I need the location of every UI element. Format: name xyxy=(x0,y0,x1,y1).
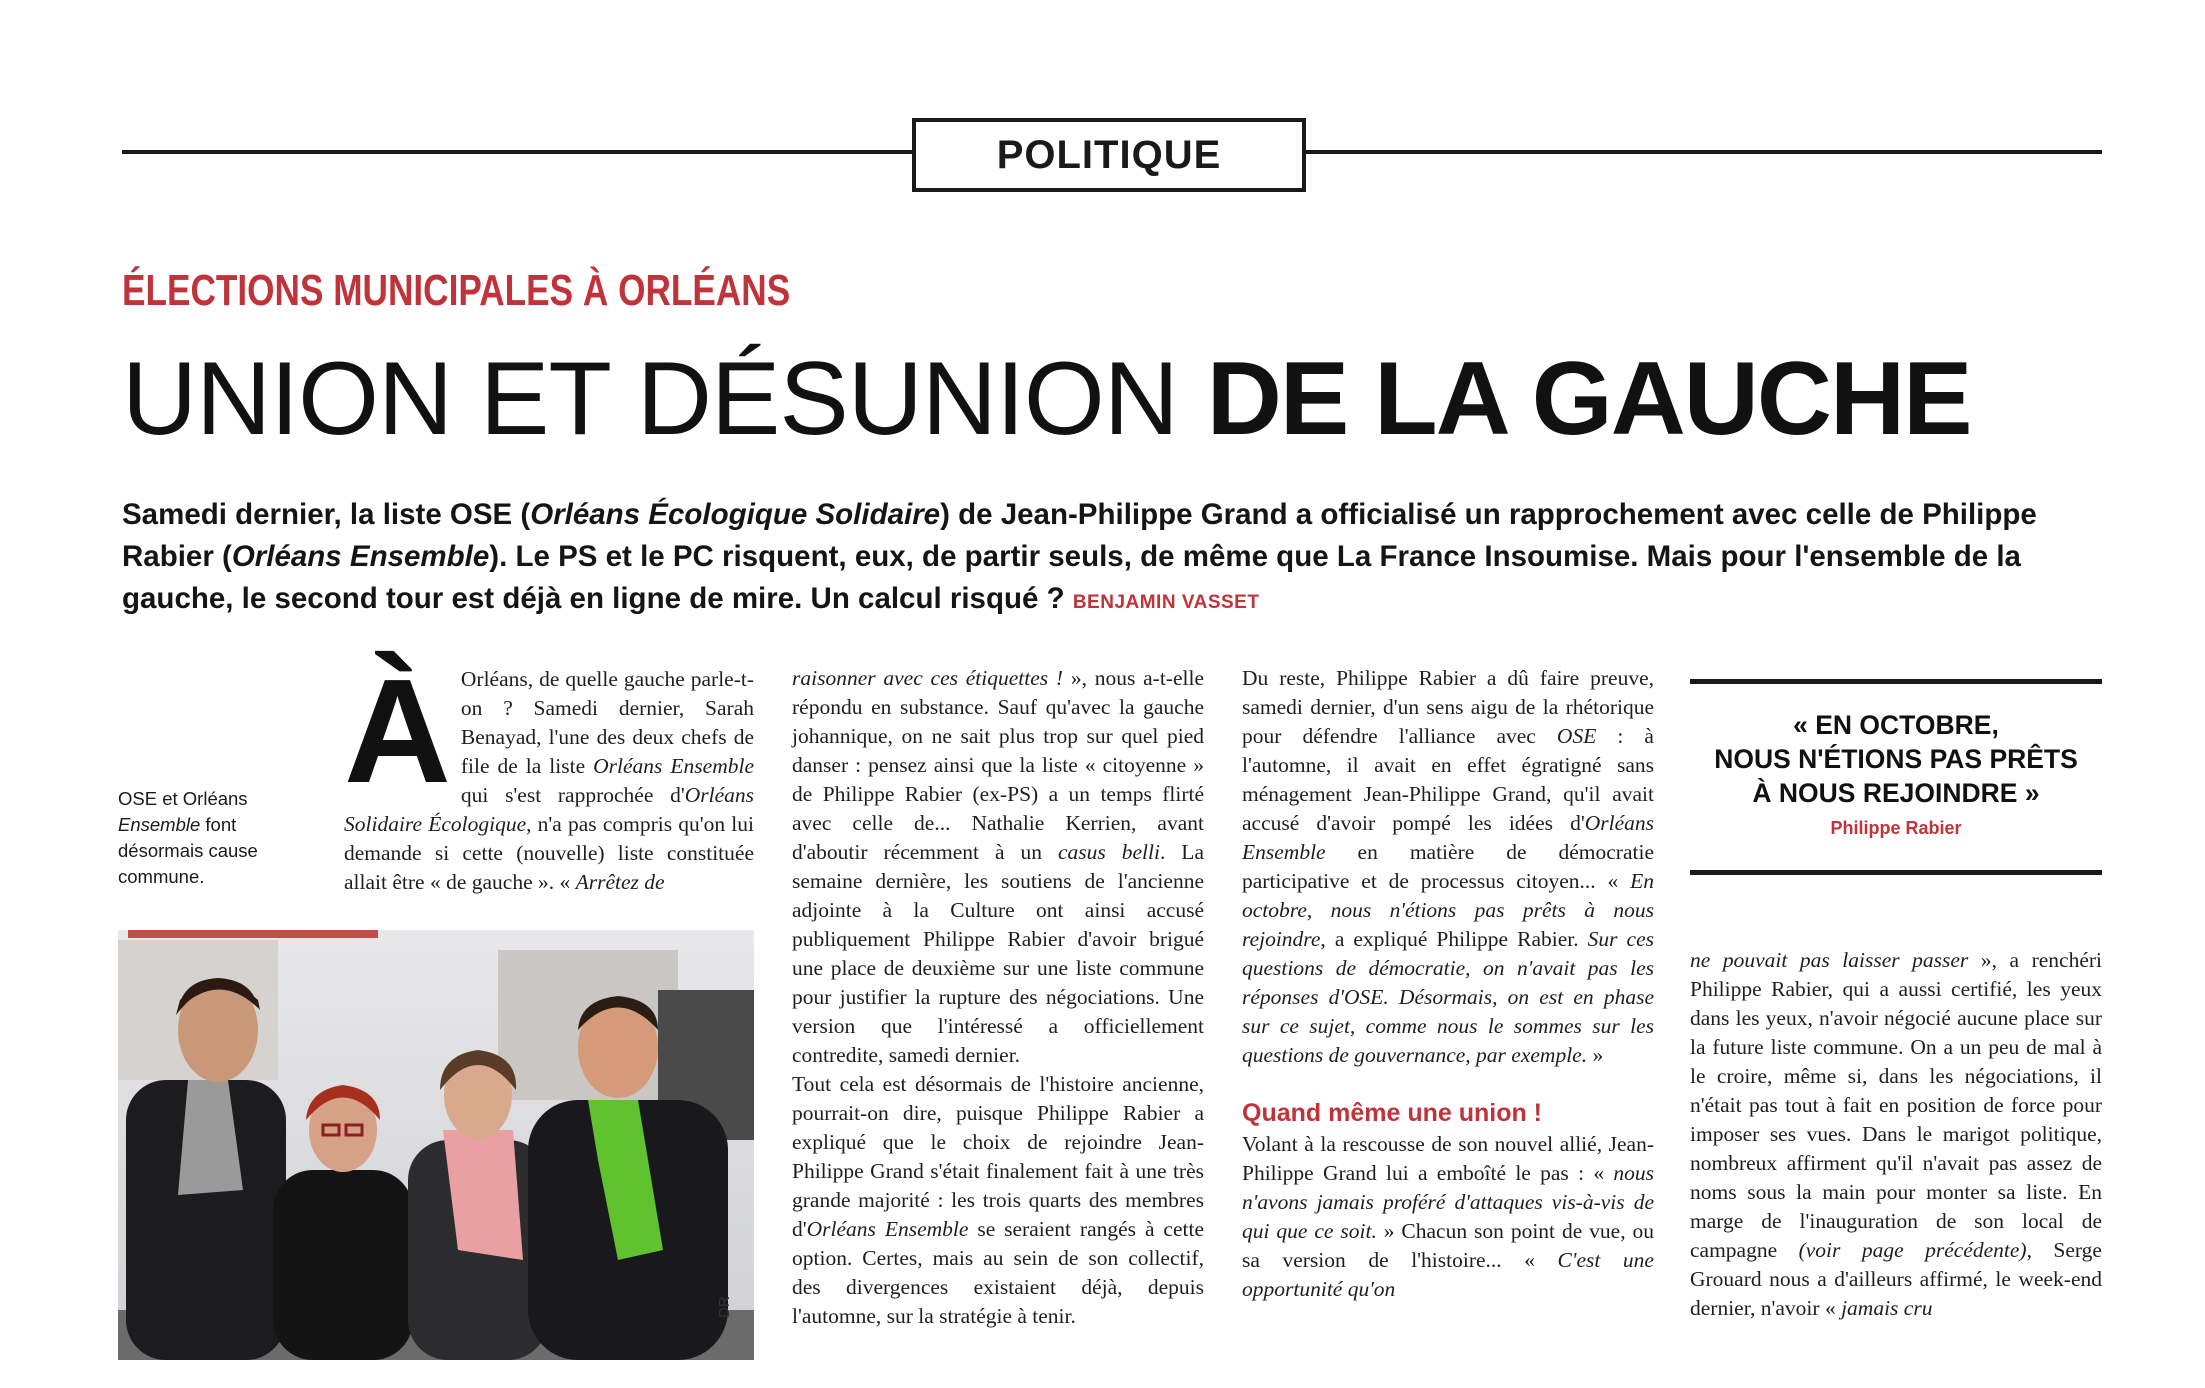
photo-credit: DR xyxy=(716,1296,733,1318)
pullquote-line-1: « EN OCTOBRE, xyxy=(1793,710,1999,740)
col2-text-2: . La semaine dernière, les soutiens de l'ancienne adjointe à la Culture ont ainsi accusé publiquement Philippe Rabier d'avoir brigué une place de deuxième sur une liste commune pour justifier la rupture des négociations. Une version que l'intéressé a officiellement contredite, samedi dernier. xyxy=(792,840,1204,1067)
col2-em-3: Orléans Ensemble xyxy=(806,1217,969,1241)
pullquote-rule-top xyxy=(1690,679,2102,684)
pullquote-rule-bottom xyxy=(1690,870,2102,875)
pullquote-line-3: À NOUS REJOINDRE » xyxy=(1752,778,2040,808)
article-photo xyxy=(118,930,754,1360)
col2-paragraph-1 xyxy=(792,664,1204,1070)
caption-em: Ensemble xyxy=(118,814,201,835)
col3-em-3: En octobre, nous n'étions pas prêts à nous rejoindre xyxy=(1242,869,1654,951)
col4-em-2: (voir page précédente) xyxy=(1798,1238,2027,1262)
col3-text-3: en matière de démocratie participative et de processus citoyen... « xyxy=(1242,840,1654,893)
col3-em-2: Orléans Ensemble xyxy=(1242,811,1654,864)
col3-paragraph-1 xyxy=(1242,664,1654,1070)
col2-em-2: casus belli xyxy=(1057,840,1160,864)
col2-text-1: », nous a-t-elle répondu en substance. Sauf qu'avec la gauche johannique, on ne sait plus trop sur quel pied danser : pensez ainsi que la liste « citoyenne » de Philippe Rabier (ex-PS) a un temps flirté avec celle de... Nathalie Kerrien, avant d'aboutir récemment à un xyxy=(792,666,1204,864)
pullquote-line-2: NOUS N'ÉTIONS PAS PRÊTS xyxy=(1714,744,2078,774)
pullquote-author: Philippe Rabier xyxy=(1830,818,1962,838)
column-3 xyxy=(1242,664,1654,1304)
photo-caption xyxy=(118,786,318,890)
col1-text-2: qui s'est rapprochée d' xyxy=(460,783,685,807)
col1-em-3: Arrêtez de xyxy=(575,870,665,894)
lede-part-2: ) de Jean-Philippe Grand a officialisé un rapprochement avec celle de Philippe Rabier ( xyxy=(122,498,2037,573)
col3-paragraph-2 xyxy=(1242,1130,1654,1304)
col3-em-1: OSE xyxy=(1556,724,1597,748)
lede-em-2: Orléans Ensemble xyxy=(231,540,490,573)
caption-part-2: font désormais cause commune. xyxy=(118,814,258,887)
group-photo-illustration xyxy=(118,930,754,1360)
col1-em-1: Orléans Ensemble xyxy=(593,754,754,778)
col3-text-1: Du reste, Philippe Rabier a dû faire preuve, samedi dernier, d'un sens aigu de la rhétorique pour défendre l'alliance avec xyxy=(1242,666,1654,748)
col2-em-1: raisonner avec ces étiquettes ! xyxy=(792,666,1064,690)
caption-part-1: OSE et Orléans xyxy=(118,788,248,809)
lede-em-1: Orléans Écologique Solidaire xyxy=(530,498,941,531)
dropcap: À xyxy=(344,649,451,814)
col3-em-5: nous n'avons jamais proféré d'attaques vis-à-vis de qui que ce soit. xyxy=(1242,1161,1654,1243)
col3-text-5: » xyxy=(1587,1043,1604,1067)
subhead: Quand même une union ! xyxy=(1242,1099,1543,1127)
col1-text-3: , n'a pas compris qu'on lui demande si cette (nouvelle) liste constituée allait être « de gauche ». « xyxy=(344,812,754,894)
col3-text-2: : à l'automne, il avait en effet égratigné sans ménagement Jean-Philippe Grand, qu'il avait accusé d'avoir pompé les idées d' xyxy=(1242,724,1654,835)
col2-text-4: se seraient rangés à cette option. Certes, mais au sein de son collectif, des divergences existaient déjà, depuis l'automne, sur la stratégie à tenir. xyxy=(792,1217,1204,1328)
column-4 xyxy=(1690,946,2102,1323)
col3-text-6: Volant à la rescousse de son nouvel allié, Jean-Philippe Grand lui a emboîté le pas : « xyxy=(1242,1132,1654,1185)
lede xyxy=(122,494,2112,624)
col3-text-4: , a expliqué Philippe Rabier. xyxy=(1320,927,1588,951)
col4-em-3: jamais cru xyxy=(1841,1296,1933,1320)
pullquote xyxy=(1690,708,2102,810)
col3-em-4: Sur ces questions de démocratie, on n'avait pas les réponses d'OSE. Désormais, on est en phase sur ce sujet, comme nous le sommes sur les questions de gouvernance, par exemple. xyxy=(1242,927,1654,1067)
col3-text-7: » Chacun son point de vue, ou sa version de l'histoire... « xyxy=(1242,1219,1655,1272)
col1-text-1: Orléans, de quelle gauche parle-t-on ? Samedi dernier, Sarah Benayad, l'une des deux chefs de file de la liste xyxy=(460,667,754,778)
headline xyxy=(122,341,1971,457)
kicker: ÉLECTIONS MUNICIPALES À ORLÉANS xyxy=(122,266,791,315)
col2-text-3: Tout cela est désormais de l'histoire ancienne, pourrait-on dire, puisque Philippe Rabier a expliqué que le choix de rejoindre Jean-Philippe Grand s'était finalement fait à une très grande majorité : les trois quarts des membres d' xyxy=(792,1072,1204,1241)
headline-light: UNION ET DÉSUNION xyxy=(122,341,1178,457)
col4-text-2: , Serge Grouard nous a d'ailleurs affirmé, le week-end dernier, n'avoir « xyxy=(1690,1238,2102,1320)
headline-bold: DE LA GAUCHE xyxy=(1206,341,1971,457)
col1-em-2: Orléans Solidaire Écologique xyxy=(344,783,754,836)
lede-part-3: ). Le PS et le PC risquent, eux, de partir seuls, de même que La France Insoumise. Mais pour l'ensemble de la gauche, le second tour est déjà en ligne de mire. Un calcul risqué ? xyxy=(122,540,2021,615)
col4-em-1: ne pouvait pas laisser passer xyxy=(1690,948,1969,972)
column-2 xyxy=(792,664,1204,1331)
header-rule-right xyxy=(1306,150,2102,154)
col4-text-1: », a renchéri Philippe Rabier, qui a aussi certifié, les yeux dans les yeux, n'avoir négocié aucune place sur la future liste commune. On a un peu de mal à le croire, même si, dans les négociations, il n'était pas tout à fait en position de force pour imposer ses vues. Dans le marigot politique, nombreux affirment qu'il n'avait pas assez de noms sous la main pour monter sa liste. En marge de l'inauguration de son local de campagne xyxy=(1690,948,2102,1262)
column-1 xyxy=(344,649,754,897)
col2-paragraph-2 xyxy=(792,1070,1204,1331)
byline: BENJAMIN VASSET xyxy=(1072,592,1260,613)
header-rule-left xyxy=(122,150,912,154)
section-label: POLITIQUE xyxy=(912,118,1306,192)
lede-part-1: Samedi dernier, la liste OSE ( xyxy=(122,498,531,531)
col3-em-6: C'est une opportunité qu'on xyxy=(1242,1248,1654,1301)
